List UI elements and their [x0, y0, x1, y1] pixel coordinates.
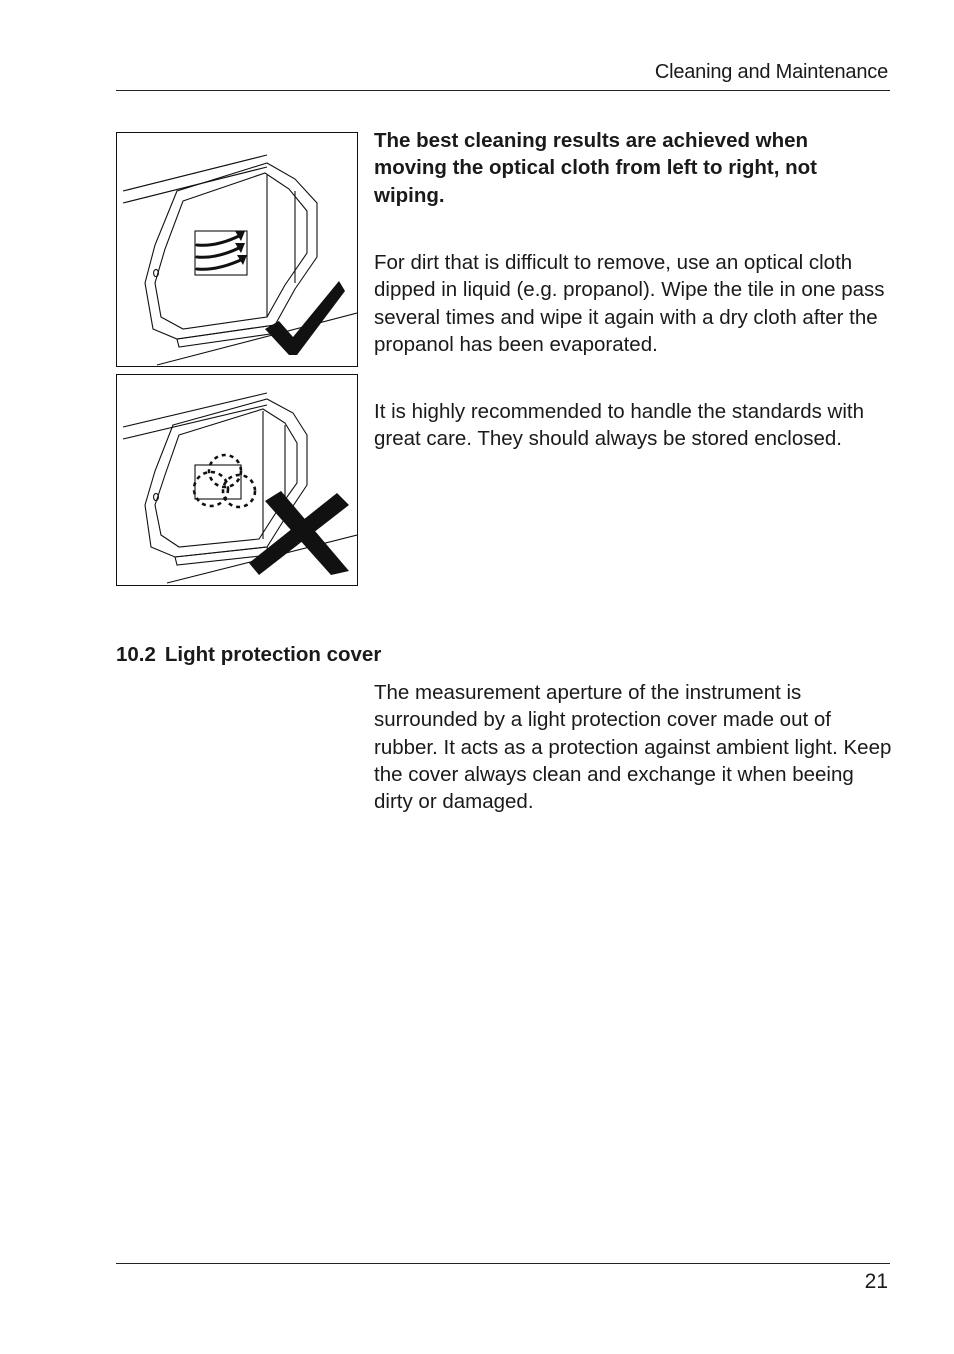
instrument-illustration-correct: [117, 133, 357, 366]
section-number: 10.2: [116, 643, 156, 666]
page-number: 21: [864, 1270, 888, 1293]
cross-mark-icon: [249, 491, 349, 575]
instrument-illustration-wrong: [117, 375, 357, 585]
paragraph-handle-standards: It is highly recommended to handle the standards with great care. They should always be stored enclosed.: [374, 400, 864, 451]
lead-instruction: The best cleaning results are achieved when moving the optical cloth from left to right, not wiping.: [374, 129, 818, 207]
header-rule: [116, 90, 890, 91]
paragraph-light-protection-cover: The measurement aperture of the instrument is surrounded by a light protection cover made out of rubber. It acts as a protection against ambient light. Keep the cover always clean and exchange it when beeing dirty or damaged.: [374, 681, 892, 814]
running-header: Cleaning and Maintenance: [654, 61, 888, 83]
check-mark-icon: [265, 281, 345, 355]
paragraph-difficult-dirt: For dirt that is difficult to remove, use an optical cloth dipped in liquid (e.g. propanol). Wipe the tile in one pass several times and wipe it again with a dry cloth after the propanol has been evaporated.: [374, 251, 885, 356]
figure-incorrect-cleaning: [116, 374, 358, 586]
footer-rule: [116, 1263, 890, 1264]
figure-correct-cleaning: [116, 132, 358, 367]
section-heading: [116, 643, 381, 667]
section-title: Light protection cover: [164, 643, 382, 666]
